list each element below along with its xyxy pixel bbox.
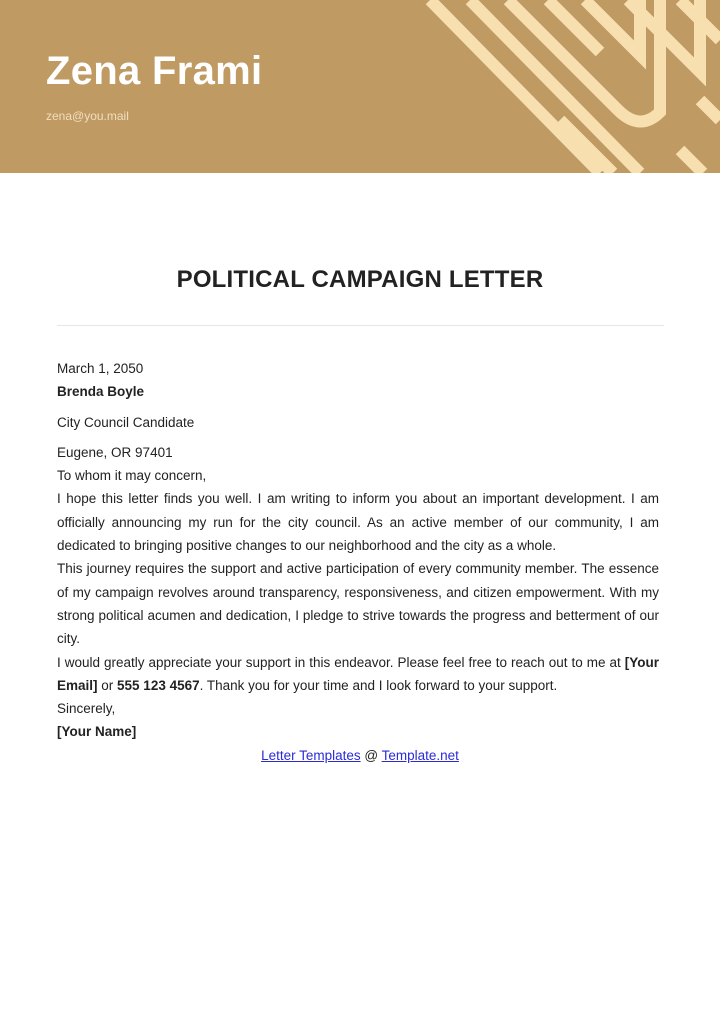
sender-email: zena@you.mail	[46, 109, 129, 123]
letter-templates-link[interactable]: Letter Templates	[261, 748, 361, 763]
title-divider	[57, 325, 664, 326]
contact-email-placeholder: [Your Email]	[57, 654, 659, 693]
signature-placeholder: [Your Name]	[57, 724, 137, 740]
stripe-line	[700, 100, 720, 120]
request-outro: . Thank you for your time and I look forward to your support.	[199, 677, 558, 693]
recipient-location: Eugene, OR 97401	[57, 444, 173, 460]
paragraph-announcement: I hope this letter finds you well. I am writing to inform you about an important development. I am officially announcing my run for the city council. As an active member of our community, I am dedicated to bringing positive changes to our neighborhood and the city as a whole.	[57, 491, 659, 554]
contact-phone: 555 123 4567	[117, 677, 200, 693]
request-or: or	[97, 677, 118, 693]
recipient-name: Brenda Boyle	[57, 384, 145, 400]
salutation: To whom it may concern,	[57, 468, 207, 484]
document-title: POLITICAL CAMPAIGN LETTER	[176, 266, 544, 293]
footer-attribution	[0, 745, 720, 767]
letter-date: March 1, 2050	[57, 361, 144, 376]
letter-body	[57, 357, 659, 744]
letterhead-banner	[0, 0, 720, 173]
stripe-line	[680, 150, 703, 173]
recipient-title: City Council Candidate	[57, 414, 195, 430]
paragraph-request	[57, 651, 659, 698]
closing: Sincerely,	[57, 701, 116, 717]
template-net-link[interactable]: Template.net	[381, 748, 459, 763]
paragraph-campaign: This journey requires the support and active participation of every community member. The essence of my campaign revolves around transparency, responsiveness, and citizen empowerment. With my strong political acumen and dedication, I pledge to strive towards the progress and betterment of our city.	[57, 561, 659, 647]
request-intro: I would greatly appreciate your support in this endeavor. Please feel free to reach out to me at	[57, 654, 625, 670]
sender-name: Zena Frami	[46, 49, 263, 93]
footer-separator: @	[360, 748, 382, 763]
